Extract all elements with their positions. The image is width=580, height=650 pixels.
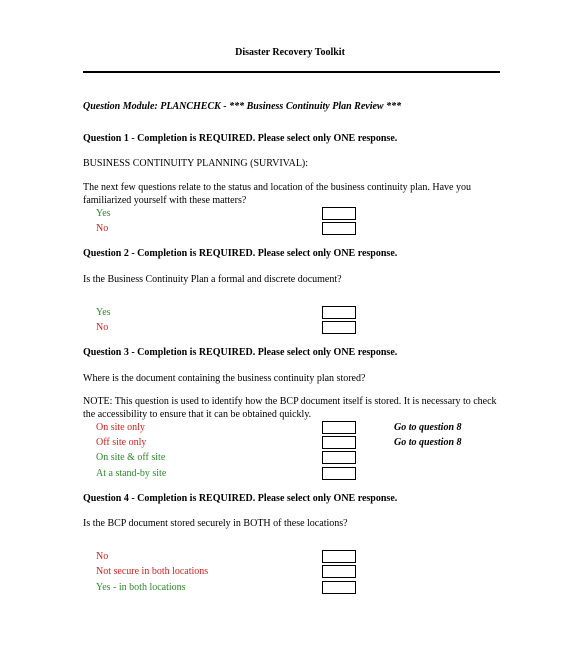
q4-option-no: No [96, 551, 109, 562]
q1-checkbox-yes[interactable] [322, 207, 356, 220]
q3-checkbox-on-site-only[interactable] [322, 421, 356, 434]
q4-option-yes-both: Yes - in both locations [96, 582, 186, 593]
q4-option-not-secure: Not secure in both locations [96, 566, 209, 577]
question-1-text: The next few questions relate to the status and location of the business continuity plan. Have you familiarized yourself with these matters? [83, 182, 471, 206]
q3-option-on-and-off-site: On site & off site [96, 452, 166, 463]
question-3-heading: Question 3 - Completion is REQUIRED. Please select only ONE response. [83, 347, 398, 358]
question-1-section: BUSINESS CONTINUITY PLANNING (SURVIVAL): [83, 158, 309, 169]
question-3-note: NOTE: This question is used to identify how the BCP document itself is stored. It is necessary to check the accessibility to ensure that it can be obtained quickly. [83, 396, 497, 420]
q4-checkbox-not-secure[interactable] [322, 565, 356, 578]
module-label: Question Module: PLANCHECK - *** Business Continuity Plan Review *** [83, 101, 402, 112]
question-1-heading: Question 1 - Completion is REQUIRED. Please select only ONE response. [83, 133, 398, 144]
q4-checkbox-no[interactable] [322, 550, 356, 563]
q3-option-on-site-only: On site only [96, 422, 145, 433]
q3-goto-note-2: Go to question 8 [394, 437, 462, 448]
q3-option-off-site-only: Off site only [96, 437, 147, 448]
q1-option-no: No [96, 223, 109, 234]
q3-checkbox-off-site-only[interactable] [322, 436, 356, 449]
q2-checkbox-no[interactable] [322, 321, 356, 334]
q3-checkbox-standby-site[interactable] [322, 467, 356, 480]
q2-option-no: No [96, 322, 109, 333]
q3-option-standby-site: At a stand-by site [96, 468, 167, 479]
q3-checkbox-on-and-off-site[interactable] [322, 451, 356, 464]
question-2-heading: Question 2 - Completion is REQUIRED. Please select only ONE response. [83, 248, 398, 259]
question-2-text: Is the Business Continuity Plan a formal and discrete document? [83, 274, 342, 285]
question-4-heading: Question 4 - Completion is REQUIRED. Please select only ONE response. [83, 493, 398, 504]
q3-goto-note-1: Go to question 8 [394, 422, 462, 433]
header-divider [83, 71, 500, 73]
page-title: Disaster Recovery Toolkit [235, 47, 345, 58]
q2-checkbox-yes[interactable] [322, 306, 356, 319]
q4-checkbox-yes-both[interactable] [322, 581, 356, 594]
question-4-text: Is the BCP document stored securely in BOTH of these locations? [83, 518, 348, 529]
q1-checkbox-no[interactable] [322, 222, 356, 235]
question-3-text: Where is the document containing the business continuity plan stored? [83, 373, 366, 384]
q2-option-yes: Yes [96, 307, 111, 318]
q1-option-yes: Yes [96, 208, 111, 219]
